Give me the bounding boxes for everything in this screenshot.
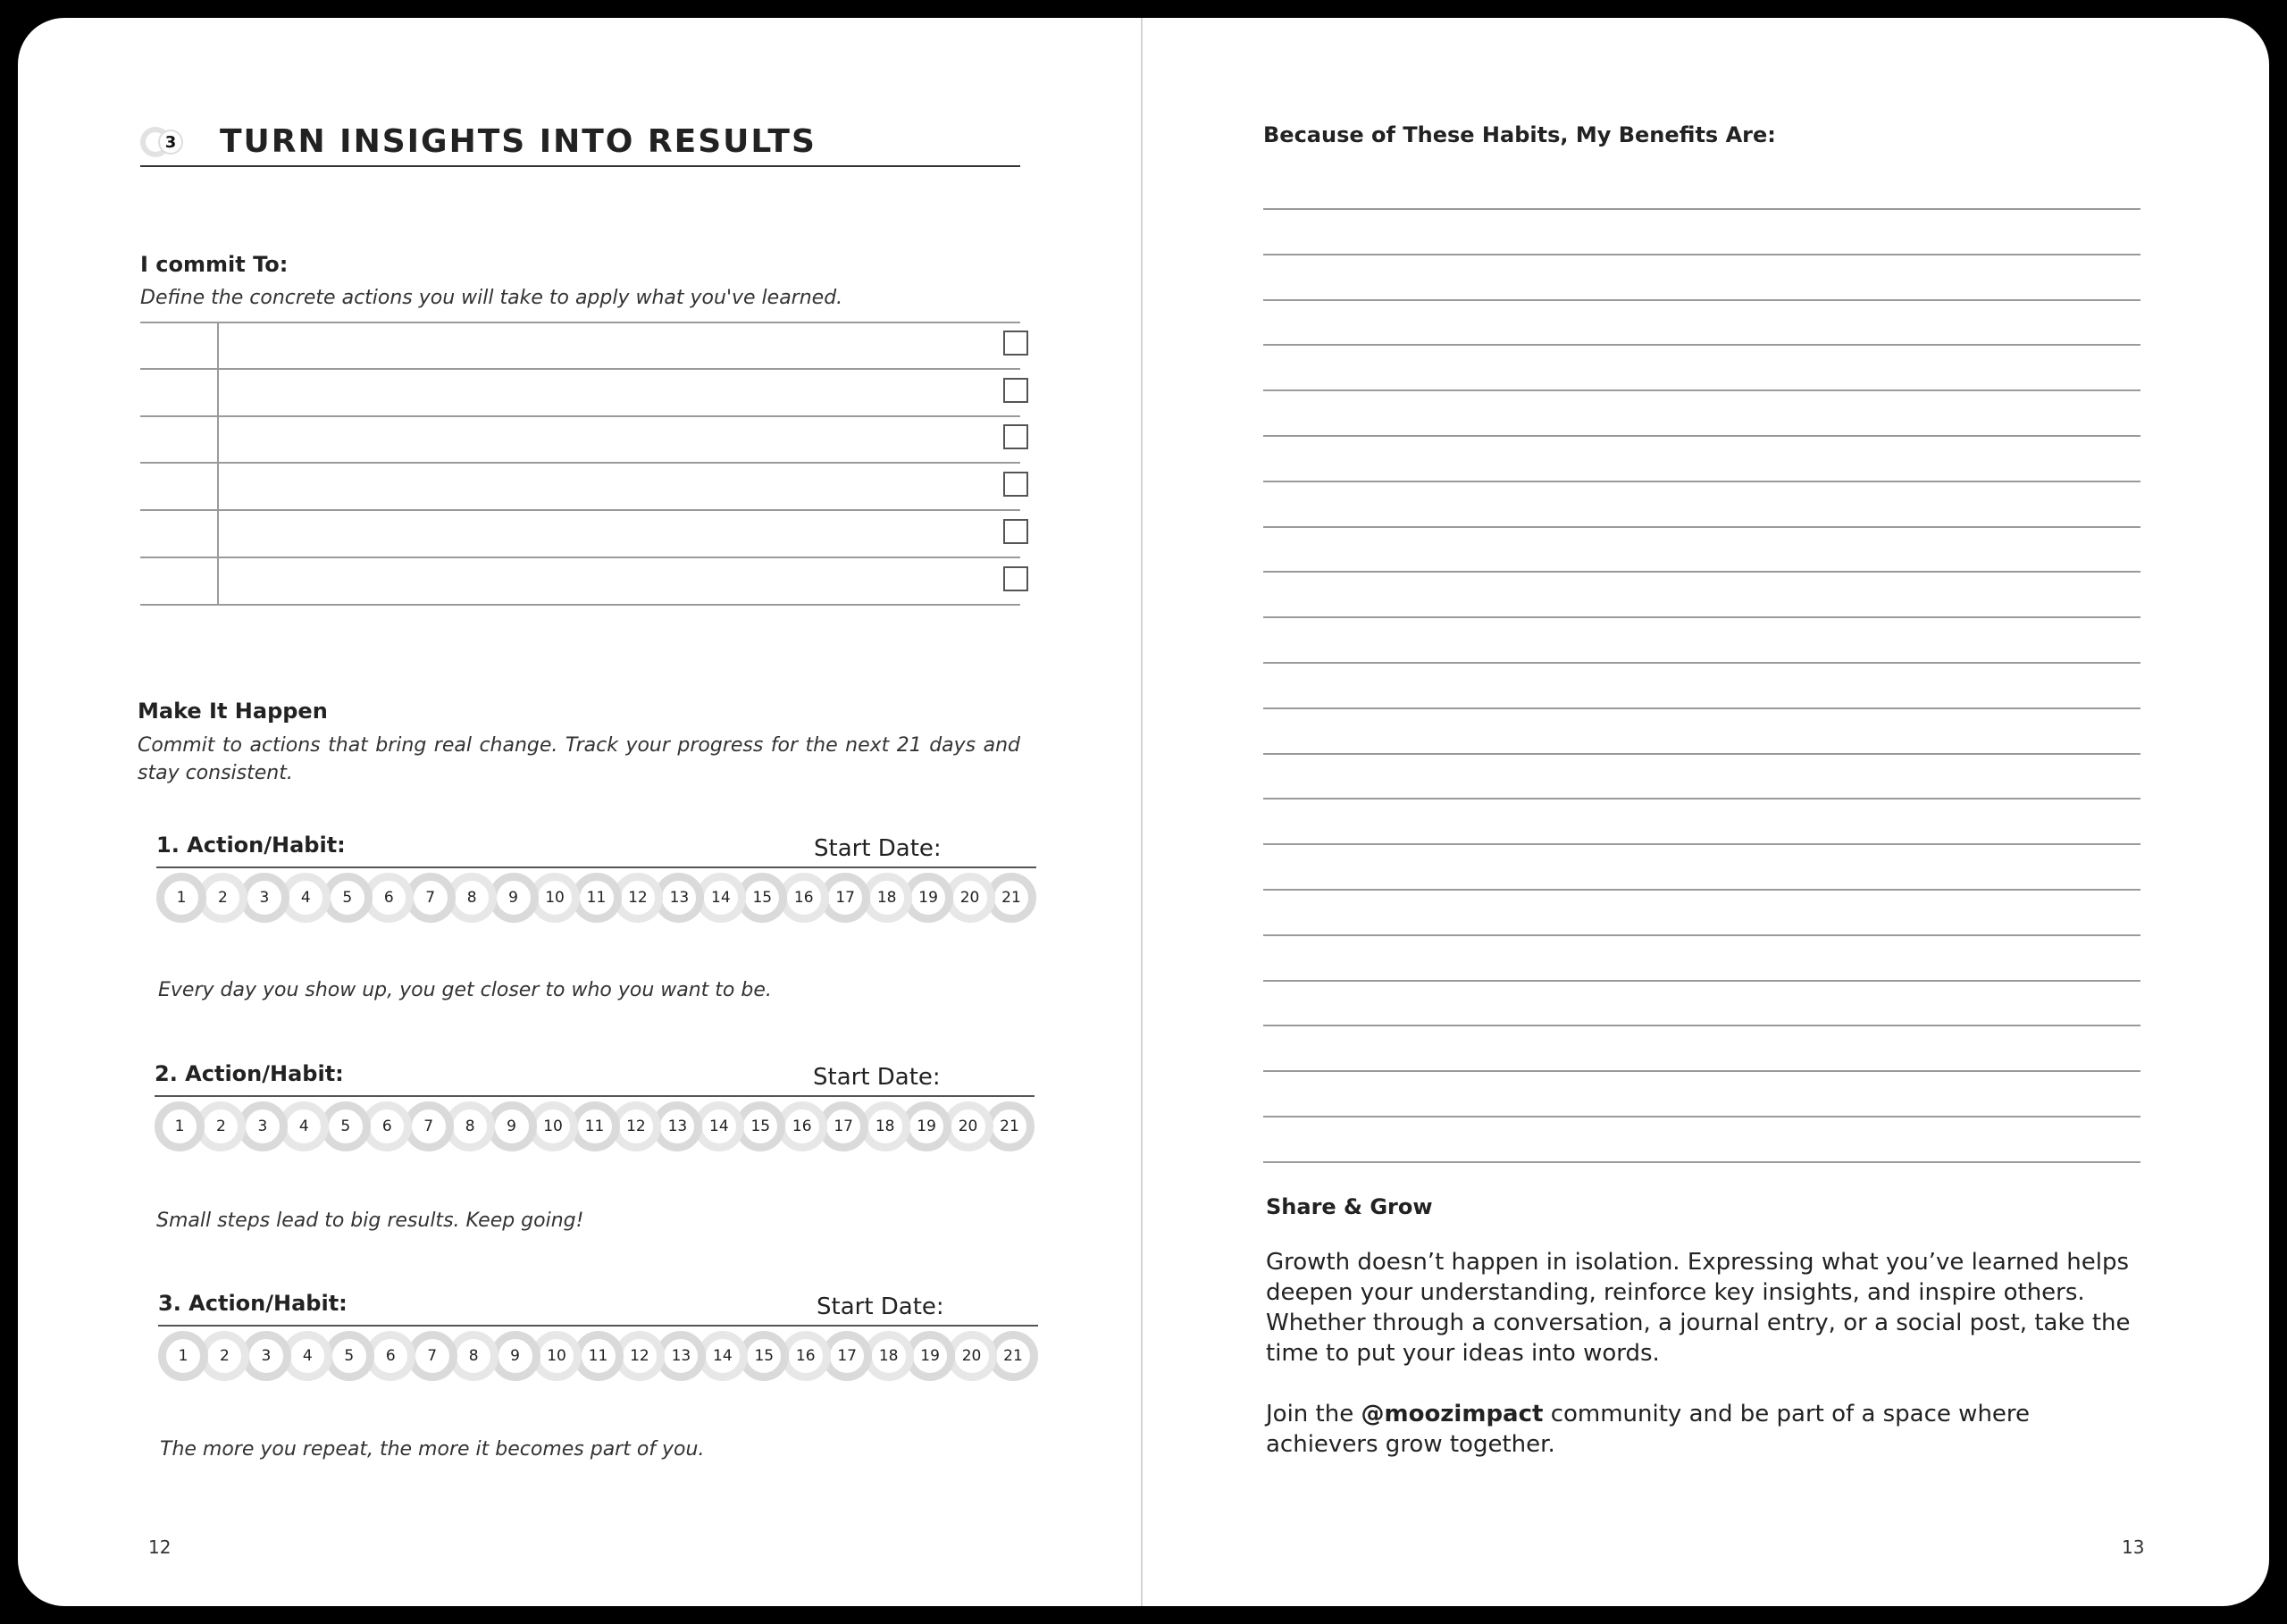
benefit-line[interactable] xyxy=(1263,1070,2140,1072)
day-circle-1[interactable]: 1 xyxy=(158,1331,208,1381)
benefit-line[interactable] xyxy=(1263,980,2140,982)
day-circle-2[interactable]: 2 xyxy=(197,873,247,923)
habit-motivation-quote: Small steps lead to big results. Keep going! xyxy=(156,1210,584,1232)
section-title: TURN INSIGHTS INTO RESULTS xyxy=(220,123,817,160)
commit-table xyxy=(140,322,1020,607)
day-circle-20[interactable]: 20 xyxy=(945,873,995,923)
journal-spread xyxy=(18,18,2269,1606)
day-circle-17[interactable]: 17 xyxy=(822,1331,872,1381)
benefit-line[interactable] xyxy=(1263,1025,2140,1026)
day-circle-9[interactable]: 9 xyxy=(487,1101,537,1151)
day-circle-5[interactable]: 5 xyxy=(321,1101,371,1151)
section-step-icon xyxy=(140,126,194,158)
make-it-happen-subtitle: Commit to actions that bring real change. Track your progress for the next 21 days and stay consistent. xyxy=(138,734,1020,784)
day-circle-17[interactable]: 17 xyxy=(818,1101,868,1151)
day-circle-19[interactable]: 19 xyxy=(901,1101,951,1151)
day-circle-8[interactable]: 8 xyxy=(445,1101,495,1151)
habit-label: 1. Action/Habit: xyxy=(156,833,346,858)
day-circle-6[interactable]: 6 xyxy=(364,873,414,923)
day-circle-6[interactable]: 6 xyxy=(362,1101,412,1151)
benefit-line[interactable] xyxy=(1263,435,2140,437)
day-circle-12[interactable]: 12 xyxy=(613,873,663,923)
benefit-line[interactable] xyxy=(1263,299,2140,301)
benefit-line[interactable] xyxy=(1263,481,2140,482)
day-circle-1[interactable]: 1 xyxy=(156,873,206,923)
benefit-line[interactable] xyxy=(1263,208,2140,210)
day-circle-19[interactable]: 19 xyxy=(903,873,953,923)
book-spine xyxy=(1141,18,1143,1606)
commit-checkbox[interactable] xyxy=(1003,566,1028,591)
habit-motivation-quote: Every day you show up, you get closer to who you want to be. xyxy=(158,979,772,1001)
benefit-line[interactable] xyxy=(1263,753,2140,755)
title-underline xyxy=(140,165,1020,167)
benefit-line[interactable] xyxy=(1263,571,2140,573)
day-circle-12[interactable]: 12 xyxy=(611,1101,661,1151)
habit-write-line[interactable] xyxy=(158,1325,1038,1327)
day-circle-3[interactable]: 3 xyxy=(238,1101,288,1151)
day-circle-8[interactable]: 8 xyxy=(448,1331,498,1381)
day-circle-6[interactable]: 6 xyxy=(365,1331,415,1381)
commit-action-field[interactable] xyxy=(219,369,978,415)
day-circle-13[interactable]: 13 xyxy=(656,1331,706,1381)
commit-action-field[interactable] xyxy=(219,510,978,557)
day-circle-15[interactable]: 15 xyxy=(737,873,787,923)
day-circle-8[interactable]: 8 xyxy=(447,873,497,923)
habit-label: 2. Action/Habit: xyxy=(155,1061,344,1086)
day-circle-10[interactable]: 10 xyxy=(530,873,580,923)
day-circle-19[interactable]: 19 xyxy=(905,1331,955,1381)
benefit-line[interactable] xyxy=(1263,344,2140,346)
day-circle-21[interactable]: 21 xyxy=(988,1331,1038,1381)
page-number-right: 13 xyxy=(2122,1536,2145,1558)
commit-checkbox[interactable] xyxy=(1003,519,1028,544)
day-circle-21[interactable]: 21 xyxy=(984,1101,1035,1151)
commit-action-field[interactable] xyxy=(219,322,978,368)
day-circle-20[interactable]: 20 xyxy=(947,1331,997,1381)
benefit-line[interactable] xyxy=(1263,1116,2140,1118)
day-tracker-chain xyxy=(158,1331,1038,1381)
commit-action-field[interactable] xyxy=(219,557,978,604)
day-tracker-chain xyxy=(156,873,1036,923)
day-circle-13[interactable]: 13 xyxy=(654,873,704,923)
day-circle-3[interactable]: 3 xyxy=(241,1331,291,1381)
day-circle-14[interactable]: 14 xyxy=(694,1101,744,1151)
day-circle-15[interactable]: 15 xyxy=(739,1331,789,1381)
benefit-line[interactable] xyxy=(1263,1161,2140,1163)
day-circle-4[interactable]: 4 xyxy=(282,1331,332,1381)
day-circle-5[interactable]: 5 xyxy=(324,1331,374,1381)
benefits-heading: Because of These Habits, My Benefits Are: xyxy=(1263,122,1776,147)
benefit-line[interactable] xyxy=(1263,254,2140,255)
day-circle-10[interactable]: 10 xyxy=(532,1331,582,1381)
day-circle-17[interactable]: 17 xyxy=(820,873,870,923)
start-date-label: Start Date: xyxy=(814,835,942,862)
day-circle-10[interactable]: 10 xyxy=(528,1101,578,1151)
join-prefix: Join the xyxy=(1266,1401,1361,1427)
day-circle-16[interactable]: 16 xyxy=(777,1101,827,1151)
day-circle-20[interactable]: 20 xyxy=(943,1101,993,1151)
day-circle-5[interactable]: 5 xyxy=(323,873,373,923)
day-circle-2[interactable]: 2 xyxy=(196,1101,246,1151)
day-circle-9[interactable]: 9 xyxy=(490,1331,540,1381)
commit-checkbox[interactable] xyxy=(1003,331,1028,356)
page-number-left: 12 xyxy=(148,1536,172,1558)
benefit-line[interactable] xyxy=(1263,889,2140,891)
day-circle-18[interactable]: 18 xyxy=(864,1331,914,1381)
day-circle-18[interactable]: 18 xyxy=(860,1101,910,1151)
day-circle-14[interactable]: 14 xyxy=(698,1331,748,1381)
day-circle-4[interactable]: 4 xyxy=(279,1101,329,1151)
benefit-line[interactable] xyxy=(1263,707,2140,709)
community-handle[interactable]: @moozimpact xyxy=(1361,1401,1544,1427)
day-circle-7[interactable]: 7 xyxy=(406,873,456,923)
benefit-line[interactable] xyxy=(1263,662,2140,664)
benefit-line[interactable] xyxy=(1263,798,2140,799)
share-paragraph: Growth doesn’t happen in isolation. Expressing what you’ve learned helps deepen your understanding, reinforce key insights, and inspire others. Whether through a conversation, a journal entry, or a social post, take the time to put your ideas into words. xyxy=(1266,1249,2131,1367)
commit-action-field[interactable] xyxy=(219,415,978,462)
day-circle-15[interactable]: 15 xyxy=(735,1101,785,1151)
day-circle-16[interactable]: 16 xyxy=(781,1331,831,1381)
benefit-line[interactable] xyxy=(1263,526,2140,528)
commit-row-divider xyxy=(140,604,1020,606)
start-date-label: Start Date: xyxy=(817,1293,944,1320)
habit-label: 3. Action/Habit: xyxy=(158,1291,348,1316)
join-paragraph xyxy=(1266,1399,2141,1460)
day-circle-12[interactable]: 12 xyxy=(615,1331,665,1381)
day-circle-14[interactable]: 14 xyxy=(696,873,746,923)
day-circle-2[interactable]: 2 xyxy=(199,1331,249,1381)
commit-subtitle: Define the concrete actions you will take to apply what you've learned. xyxy=(140,287,843,309)
benefit-line[interactable] xyxy=(1263,843,2140,845)
make-it-happen-heading: Make It Happen xyxy=(138,699,328,724)
commit-checkbox[interactable] xyxy=(1003,424,1028,449)
day-circle-3[interactable]: 3 xyxy=(239,873,289,923)
commit-action-field[interactable] xyxy=(219,463,978,509)
share-heading: Share & Grow xyxy=(1266,1194,1433,1219)
habit-write-line[interactable] xyxy=(155,1095,1035,1097)
day-circle-7[interactable]: 7 xyxy=(407,1331,457,1381)
section-number: 3 xyxy=(158,130,183,155)
day-circle-4[interactable]: 4 xyxy=(281,873,331,923)
benefit-line[interactable] xyxy=(1263,616,2140,618)
day-circle-16[interactable]: 16 xyxy=(779,873,829,923)
day-circle-18[interactable]: 18 xyxy=(862,873,912,923)
habit-write-line[interactable] xyxy=(156,866,1036,868)
commit-checkbox[interactable] xyxy=(1003,472,1028,497)
commit-checkbox[interactable] xyxy=(1003,378,1028,403)
join-suffix: community and be part of a space where achievers grow together. xyxy=(1266,1401,2031,1458)
day-circle-21[interactable]: 21 xyxy=(986,873,1036,923)
benefit-line[interactable] xyxy=(1263,934,2140,936)
commit-heading: I commit To: xyxy=(140,252,289,277)
day-circle-11[interactable]: 11 xyxy=(574,1331,624,1381)
day-circle-11[interactable]: 11 xyxy=(572,873,622,923)
day-circle-9[interactable]: 9 xyxy=(489,873,539,923)
benefit-line[interactable] xyxy=(1263,389,2140,391)
start-date-label: Start Date: xyxy=(813,1064,941,1091)
day-tracker-chain xyxy=(155,1101,1035,1151)
habit-motivation-quote: The more you repeat, the more it becomes part of you. xyxy=(160,1438,705,1461)
day-circle-7[interactable]: 7 xyxy=(404,1101,454,1151)
day-circle-13[interactable]: 13 xyxy=(652,1101,702,1151)
day-circle-1[interactable]: 1 xyxy=(155,1101,205,1151)
day-circle-11[interactable]: 11 xyxy=(570,1101,620,1151)
